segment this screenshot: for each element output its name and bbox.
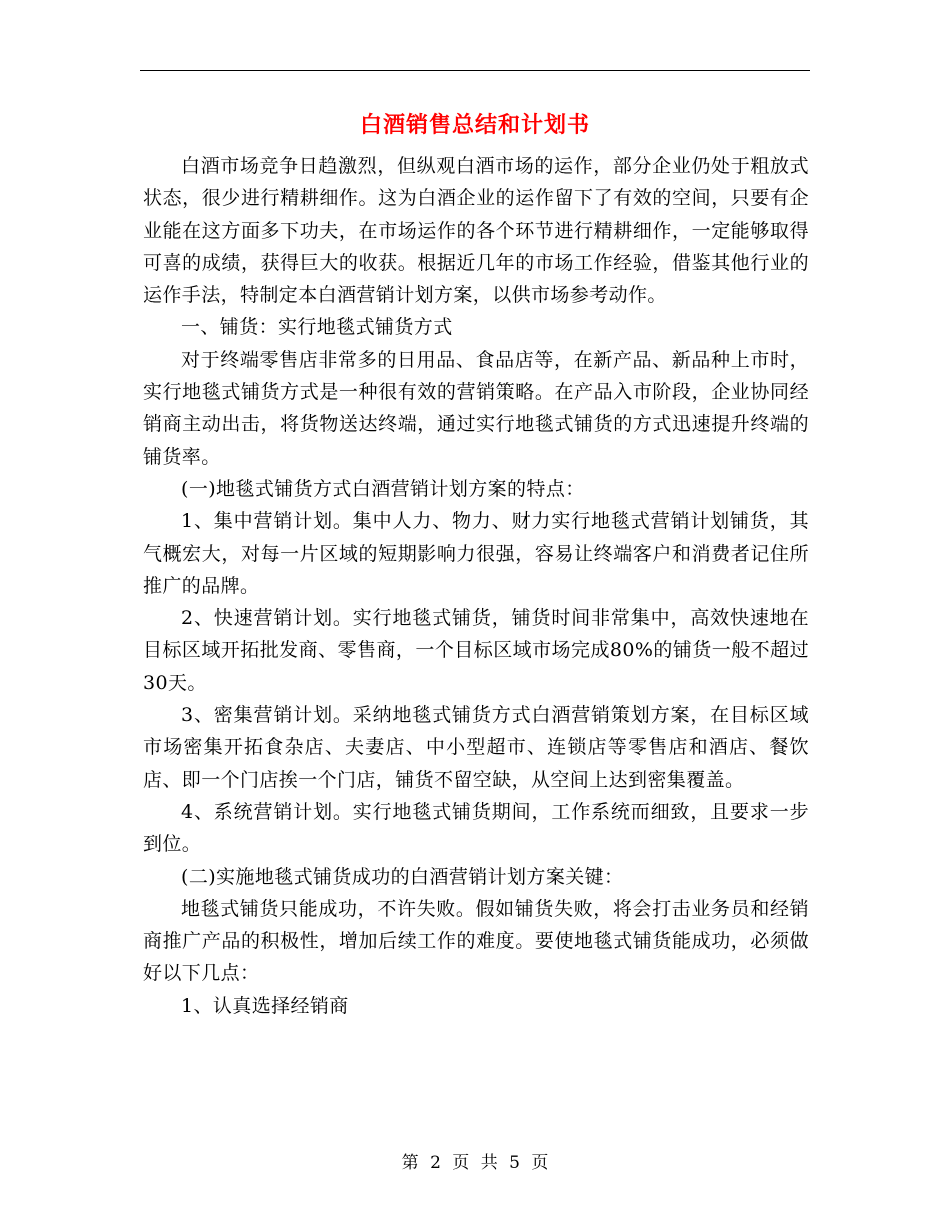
header-rule <box>140 70 810 71</box>
paragraph-carpet-distribution: 对于终端零售店非常多的日用品、食品店等，在新产品、新品种上市时，实行地毯式铺货方式是一种很有效的营销策略。在产品入市阶段，企业协同经销商主动出击，将货物送达终端，通过实行地毯式铺货的方式迅速提升终端的铺货率。 <box>143 348 809 468</box>
paragraph-intro: 白酒市场竞争日趋激烈，但纵观白酒市场的运作，部分企业仍处于粗放式状态，很少进行精耕细作。这为白酒企业的运作留下了有效的空间，只要有企业能在这方面多下功夫，在市场运作的各个环节进行精耕细作，一定能够取得可喜的成绩，获得巨大的收获。根据近几年的市场工作经验，借鉴其他行业的运作手法，特制定本白酒营销计划方案，以供市场参考动作。 <box>143 155 809 307</box>
list-item-select-dealer: 1、认真选择经销商 <box>181 994 349 1017</box>
list-item-3: 3、密集营销计划。采纳地毯式铺货方式白酒营销策划方案，在目标区域市场密集开拓食杂店、夫妻店、中小型超市、连锁店等零售店和酒店、餐饮店、即一个门店挨一个门店，铺货不留空缺，从空间上达到密集覆盖。 <box>143 704 809 791</box>
subsection-heading-1: (一)地毯式铺货方式白酒营销计划方案的特点： <box>181 477 585 500</box>
subsection-heading-2: (二)实施地毯式铺货成功的白酒营销计划方案关键： <box>181 865 624 888</box>
page-number-footer: 第 2 页 共 5 页 <box>401 1153 549 1173</box>
document-title: 白酒销售总结和计划书 <box>359 112 590 138</box>
list-item-4: 4、系统营销计划。实行地毯式铺货期间，工作系统而细致，且要求一步到位。 <box>143 800 809 856</box>
list-item-1: 1、集中营销计划。集中人力、物力、财力实行地毯式营销计划铺货，其气概宏大，对每一片区域的短期影响力很强，容易让终端客户和消费者记住所推广的品牌。 <box>143 510 809 597</box>
paragraph-success-keys: 地毯式铺货只能成功，不许失败。假如铺货失败，将会打击业务员和经销商推广产品的积极性，增加后续工作的难度。要使地毯式铺货能成功，必须做好以下几点： <box>143 897 809 985</box>
section-heading-1: 一、铺货：实行地毯式铺货方式 <box>181 316 453 339</box>
document-body <box>143 150 809 1022</box>
list-item-2: 2、快速营销计划。实行地毯式铺货，铺货时间非常集中，高效快速地在目标区域开拓批发商、零售商，一个目标区域市场完成80%的铺货一般不超过30天。 <box>143 607 809 694</box>
